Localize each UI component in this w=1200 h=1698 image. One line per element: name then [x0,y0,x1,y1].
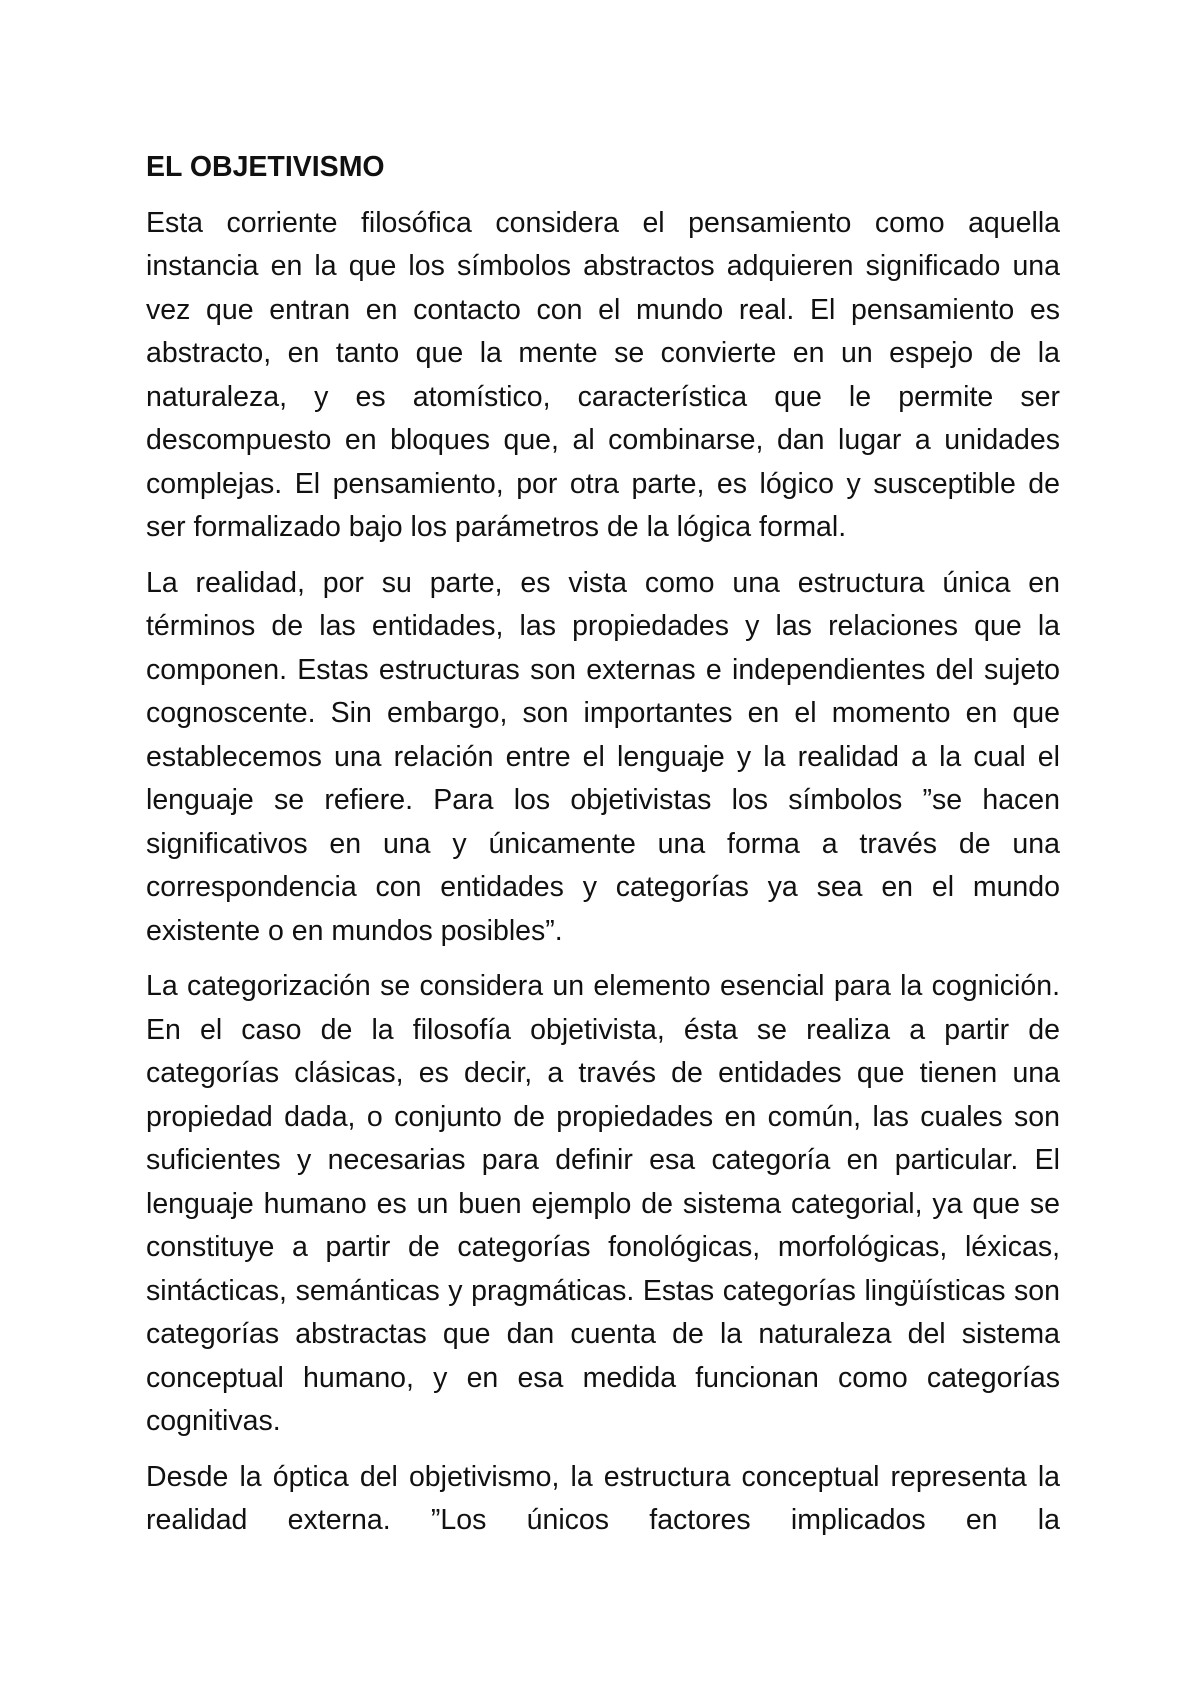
paragraph-3: La categorización se considera un elemento esencial para la cognición. En el caso de la filosofía objetivista, ésta se realiza a partir de categorías clásicas, es decir, a través de entidades que tienen una propiedad dada, o conjunto de propiedades en común, las cuales son suficientes y necesarias para definir esa categoría en particular. El lenguaje humano es un buen ejemplo de sistema categorial, ya que se constituye a partir de categorías fonológicas, morfológicas, léxicas, sintácticas, semánticas y pragmáticas. Estas categorías lingüísticas son categorías abstractas que dan cuenta de la naturaleza del sistema conceptual humano, y en esa medida funcionan como categorías cognitivas. [146,970,1060,1437]
paragraph-2: La realidad, por su parte, es vista como una estructura única en términos de las entidades, las propiedades y las relaciones que la componen. Estas estructuras son externas e independientes del sujeto cognoscente. Sin embargo, son importantes en el momento en que establecemos una relación entre el lenguaje y la realidad a la cual el lenguaje se refiere. Para los objetivistas los símbolos ”se hacen significativos en una y únicamente una forma a través de una correspondencia con entidades y categorías ya sea en el mundo existente o en mundos posibles”. [146,566,1060,947]
paragraph-4: Desde la óptica del objetivismo, la estructura conceptual representa la realidad externa. ”Los únicos factores implicados en la [146,1460,1060,1536]
document-title: EL OBJETIVISMO [146,151,385,183]
paragraph-1: Esta corriente filosófica considera el pensamiento como aquella instancia en la que los símbolos abstractos adquieren significado una vez que entran en contacto con el mundo real. El pensamiento es abstracto, en tanto que la mente se convierte en un espejo de la naturaleza, y es atomístico, característica que le permite ser descompuesto en bloques que, al combinarse, dan lugar a unidades complejas. El pensamiento, por otra parte, es lógico y susceptible de ser formalizado bajo los parámetros de la lógica formal. [146,206,1060,543]
document-body [146,146,1060,1555]
